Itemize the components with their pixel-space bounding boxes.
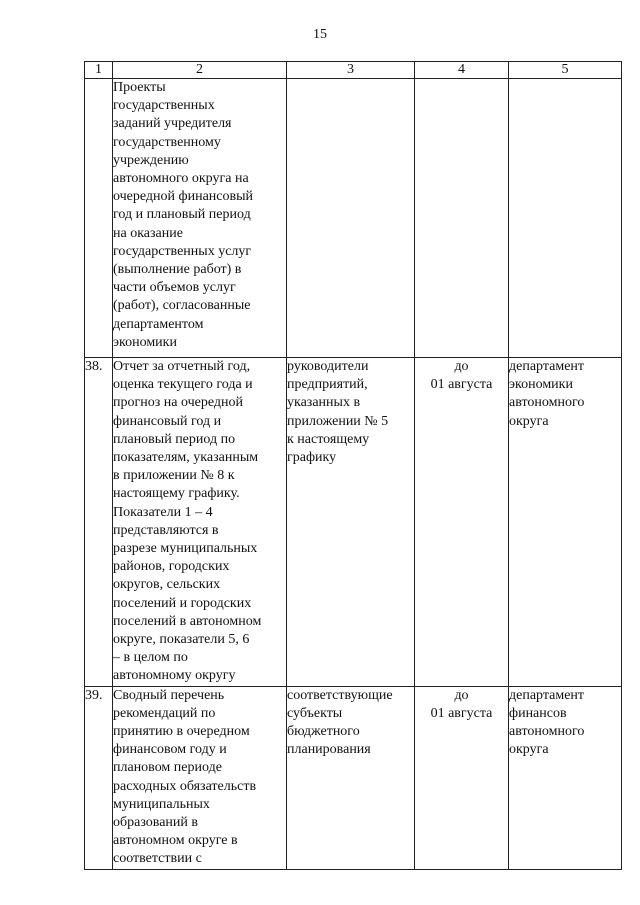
table-row	[85, 686, 622, 869]
column-header-5: 5	[509, 62, 622, 79]
row-responsible: руководители предприятий, указанных в приложении № 5 к настоящему графику	[287, 359, 389, 466]
row-deadline: до 01 августа	[430, 687, 493, 721]
column-header-3: 3	[287, 62, 415, 79]
table-row	[85, 79, 622, 358]
row-responsible: соответствующие субъекты бюджетного планирования	[287, 687, 393, 758]
page-number: 15	[313, 27, 327, 42]
row-recipient: департамент финансов автономного округа	[509, 687, 585, 758]
row-recipient: департамент экономики автономного округа	[509, 359, 585, 429]
row-description: Сводный перечень рекомендаций по принятию в очередном финансовом году и плановом периоде расходных обязательств муниципальных образований в автономном округе в соответствии с	[113, 687, 257, 867]
row-number	[85, 79, 113, 358]
row-number: 39.	[85, 686, 113, 869]
table-header-row	[85, 62, 622, 79]
row-description: Проекты государственных заданий учредителя государственному учреждению автономного округа на очередной финансовый год и плановый период на оказание государственных услуг (выполнение работ) в части объемов услуг (работ), согласованные департаментом экономики	[113, 80, 254, 350]
column-header-2: 2	[113, 62, 287, 79]
row-deadline: до 01 августа	[430, 359, 493, 393]
column-header-1: 1	[85, 62, 113, 79]
row-number: 38.	[85, 358, 113, 687]
row-description: Отчет за отчетный год, оценка текущего года и прогноз на очередной финансовый год и плановый период по показателям, указанным в приложении № 8 к настоящему графику. Показатели 1 – 4 представляются в разрезе муниципальных районов, городских округов, сельских поселений и городских поселений в автономном округе, показатели 5, 6 – в целом по автономному округу	[113, 359, 262, 684]
table-row	[85, 358, 622, 687]
column-header-4: 4	[415, 62, 509, 79]
schedule-table	[84, 61, 622, 870]
